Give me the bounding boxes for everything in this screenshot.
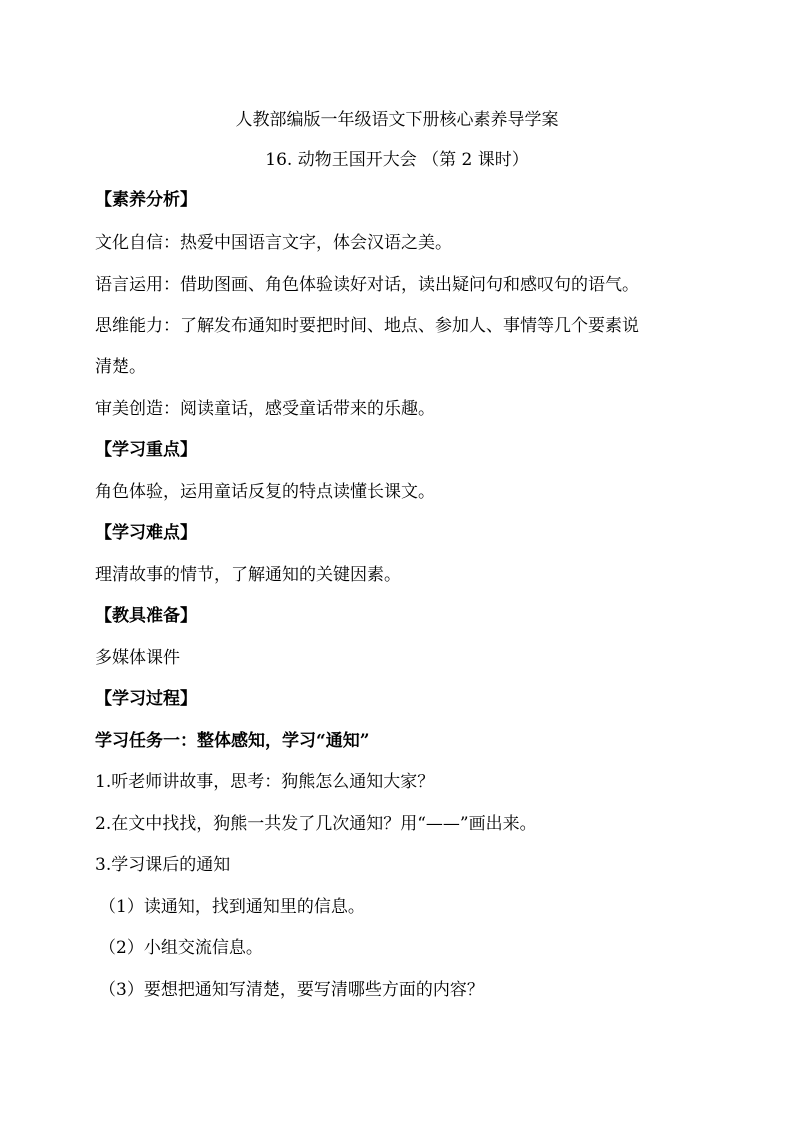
difficulty-text: 理清故事的情节，了解通知的关键因素。 <box>95 565 401 585</box>
lesson-subtitle: 16. 动物王国开大会 （第 2 课时） <box>265 150 529 170</box>
materials-text: 多媒体课件 <box>95 648 180 668</box>
substep-1: （1）读通知，找到通知里的信息。 <box>99 897 365 917</box>
literacy-aesthetic: 审美创造：阅读童话，感受童话带来的乐趣。 <box>95 399 435 419</box>
literacy-culture: 文化自信：热爱中国语言文字，体会汉语之美。 <box>95 233 452 253</box>
substep-3: （3）要想把通知写清楚，要写清哪些方面的内容？ <box>99 980 484 1000</box>
task1-title: 学习任务一：整体感知，学习“通知” <box>95 731 370 751</box>
focus-heading: 【学习重点】 <box>95 440 197 460</box>
literacy-thinking-line-2: 清楚。 <box>95 357 146 377</box>
materials-heading: 【教具准备】 <box>95 606 197 626</box>
literacy-thinking-line-1: 思维能力：了解发布通知时要把时间、地点、参加人、事情等几个要素说 <box>95 316 639 336</box>
substep-2: （2）小组交流信息。 <box>99 938 263 958</box>
process-heading: 【学习过程】 <box>95 689 197 709</box>
step-3: 3.学习课后的通知 <box>95 855 231 875</box>
step-2: 2.在文中找找，狗熊一共发了几次通知？用“——”画出来。 <box>95 814 537 834</box>
difficulty-heading: 【学习难点】 <box>95 523 197 543</box>
document-title: 人教部编版一年级语文下册核心素养导学案 <box>235 110 559 130</box>
step-1: 1.听老师讲故事，思考：狗熊怎么通知大家？ <box>95 772 435 792</box>
literacy-heading: 【素养分析】 <box>95 190 197 210</box>
literacy-language: 语言运用：借助图画、角色体验读好对话，读出疑问句和感叹句的语气。 <box>95 275 639 295</box>
focus-text: 角色体验，运用童话反复的特点读懂长课文。 <box>95 482 435 502</box>
